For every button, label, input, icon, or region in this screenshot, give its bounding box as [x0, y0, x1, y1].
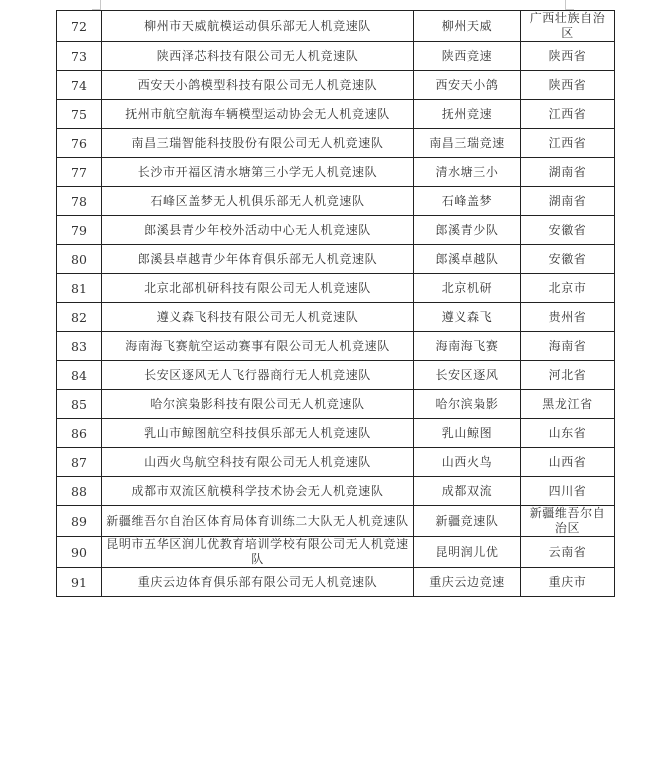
team-name-cell: 遵义森飞科技有限公司无人机竞速队: [102, 303, 414, 332]
team-short-name-cell: 陕西竞速: [414, 42, 521, 71]
table-row: [57, 158, 615, 187]
team-short-name-cell: 南昌三瑞竞速: [414, 129, 521, 158]
table-row: [57, 332, 615, 361]
row-number-cell: 72: [57, 11, 102, 42]
team-name-cell: 西安天小鸽模型科技有限公司无人机竞速队: [102, 71, 414, 100]
team-short-name-cell: 柳州天威: [414, 11, 521, 42]
team-name-cell: 山西火鸟航空科技有限公司无人机竞速队: [102, 448, 414, 477]
region-cell: 山西省: [521, 448, 615, 477]
table-row: [57, 100, 615, 129]
region-cell: 海南省: [521, 332, 615, 361]
row-number-cell: 84: [57, 361, 102, 390]
table-row: [57, 11, 615, 42]
row-number-cell: 81: [57, 274, 102, 303]
team-short-name-cell: 郎溪卓越队: [414, 245, 521, 274]
row-number-cell: 87: [57, 448, 102, 477]
team-short-name-cell: 哈尔滨枭影: [414, 390, 521, 419]
region-cell: 江西省: [521, 100, 615, 129]
team-name-cell: 南昌三瑞智能科技股份有限公司无人机竞速队: [102, 129, 414, 158]
team-name-cell: 陕西泽芯科技有限公司无人机竞速队: [102, 42, 414, 71]
region-cell: 陕西省: [521, 42, 615, 71]
team-name-cell: 昆明市五华区润儿优教育培训学校有限公司无人机竞速队: [102, 537, 414, 568]
table-row: [57, 216, 615, 245]
crop-mark-left: [100, 0, 101, 10]
region-cell: 陕西省: [521, 71, 615, 100]
team-name-cell: 北京北部机研科技有限公司无人机竞速队: [102, 274, 414, 303]
row-number-cell: 73: [57, 42, 102, 71]
region-cell: 湖南省: [521, 187, 615, 216]
row-number-cell: 82: [57, 303, 102, 332]
table-row: [57, 187, 615, 216]
row-number-cell: 89: [57, 506, 102, 537]
team-short-name-cell: 抚州竞速: [414, 100, 521, 129]
region-cell: 湖南省: [521, 158, 615, 187]
team-name-cell: 重庆云边体育俱乐部有限公司无人机竞速队: [102, 568, 414, 597]
team-name-cell: 郎溪县卓越青少年体育俱乐部无人机竞速队: [102, 245, 414, 274]
team-short-name-cell: 西安天小鸽: [414, 71, 521, 100]
table-row: [57, 42, 615, 71]
team-short-name-cell: 遵义森飞: [414, 303, 521, 332]
row-number-cell: 86: [57, 419, 102, 448]
row-number-cell: 75: [57, 100, 102, 129]
team-short-name-cell: 清水塘三小: [414, 158, 521, 187]
table-row: [57, 477, 615, 506]
table-row: [57, 129, 615, 158]
row-number-cell: 83: [57, 332, 102, 361]
table-row: [57, 448, 615, 477]
region-cell: 新疆维吾尔自治区: [521, 506, 615, 537]
team-short-name-cell: 重庆云边竞速: [414, 568, 521, 597]
row-number-cell: 79: [57, 216, 102, 245]
table-row: [57, 390, 615, 419]
team-short-name-cell: 新疆竞速队: [414, 506, 521, 537]
table-row: [57, 419, 615, 448]
team-name-cell: 成都市双流区航模科学技术协会无人机竞速队: [102, 477, 414, 506]
row-number-cell: 76: [57, 129, 102, 158]
team-short-name-cell: 成都双流: [414, 477, 521, 506]
region-cell: 河北省: [521, 361, 615, 390]
row-number-cell: 78: [57, 187, 102, 216]
table-row: [57, 568, 615, 597]
team-short-name-cell: 昆明润儿优: [414, 537, 521, 568]
row-number-cell: 80: [57, 245, 102, 274]
region-cell: 黑龙江省: [521, 390, 615, 419]
region-cell: 贵州省: [521, 303, 615, 332]
team-short-name-cell: 山西火鸟: [414, 448, 521, 477]
team-name-cell: 长沙市开福区清水塘第三小学无人机竞速队: [102, 158, 414, 187]
region-cell: 重庆市: [521, 568, 615, 597]
team-short-name-cell: 北京机研: [414, 274, 521, 303]
region-cell: 四川省: [521, 477, 615, 506]
row-number-cell: 74: [57, 71, 102, 100]
table-row: [57, 71, 615, 100]
team-name-cell: 石峰区盖梦无人机俱乐部无人机竞速队: [102, 187, 414, 216]
row-number-cell: 90: [57, 537, 102, 568]
region-cell: 广西壮族自治区: [521, 11, 615, 42]
team-name-cell: 郎溪县青少年校外活动中心无人机竞速队: [102, 216, 414, 245]
team-short-name-cell: 长安区逐风: [414, 361, 521, 390]
team-registry-table: [56, 10, 615, 597]
team-name-cell: 新疆维吾尔自治区体育局体育训练二大队无人机竞速队: [102, 506, 414, 537]
row-number-cell: 88: [57, 477, 102, 506]
team-name-cell: 柳州市天威航模运动俱乐部无人机竞速队: [102, 11, 414, 42]
team-registry-body: [57, 11, 615, 597]
team-name-cell: 乳山市鲸图航空科技俱乐部无人机竞速队: [102, 419, 414, 448]
table-row: [57, 274, 615, 303]
team-name-cell: 抚州市航空航海车辆模型运动协会无人机竞速队: [102, 100, 414, 129]
team-short-name-cell: 乳山鲸图: [414, 419, 521, 448]
region-cell: 安徽省: [521, 216, 615, 245]
region-cell: 安徽省: [521, 245, 615, 274]
team-name-cell: 海南海飞赛航空运动赛事有限公司无人机竞速队: [102, 332, 414, 361]
table-row: [57, 303, 615, 332]
team-short-name-cell: 石峰盖梦: [414, 187, 521, 216]
table-row: [57, 245, 615, 274]
row-number-cell: 91: [57, 568, 102, 597]
table-row: [57, 506, 615, 537]
team-short-name-cell: 海南海飞赛: [414, 332, 521, 361]
table-row: [57, 537, 615, 568]
team-name-cell: 长安区逐风无人飞行器商行无人机竞速队: [102, 361, 414, 390]
team-short-name-cell: 郎溪青少队: [414, 216, 521, 245]
row-number-cell: 85: [57, 390, 102, 419]
table-row: [57, 361, 615, 390]
region-cell: 江西省: [521, 129, 615, 158]
region-cell: 北京市: [521, 274, 615, 303]
row-number-cell: 77: [57, 158, 102, 187]
region-cell: 山东省: [521, 419, 615, 448]
region-cell: 云南省: [521, 537, 615, 568]
team-name-cell: 哈尔滨枭影科技有限公司无人机竞速队: [102, 390, 414, 419]
